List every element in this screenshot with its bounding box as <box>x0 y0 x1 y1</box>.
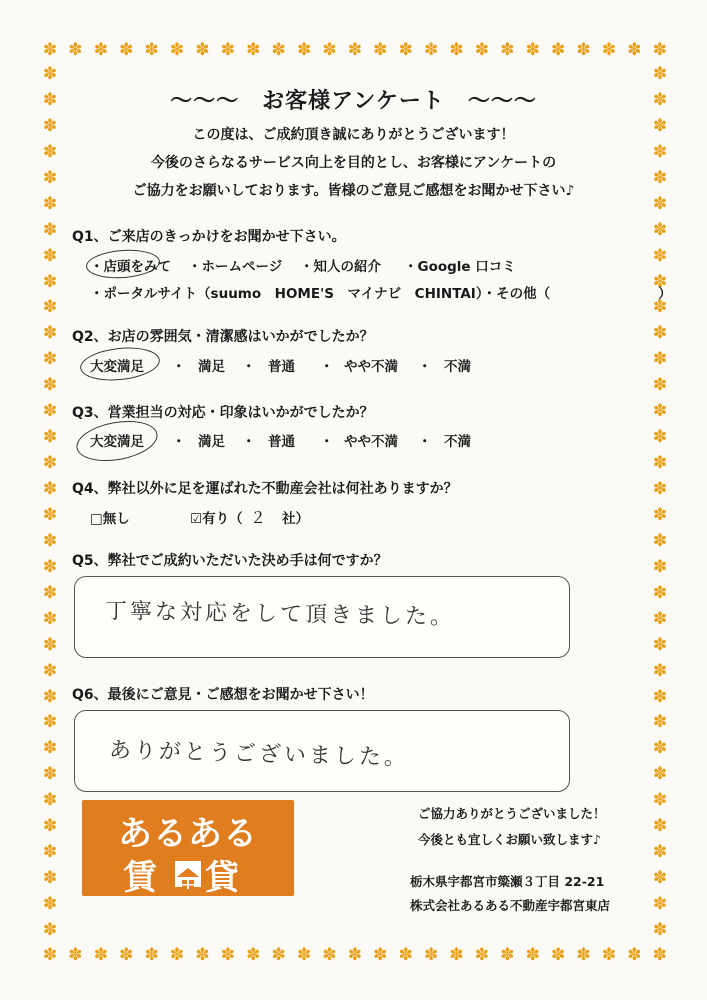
flower-icon: ✽ <box>652 479 668 499</box>
flower-icon: ✽ <box>42 349 58 370</box>
flower-icon: ✽ <box>449 945 464 965</box>
separator: ・ <box>418 359 432 375</box>
flower-icon: ✽ <box>652 738 668 759</box>
flower-icon: ✽ <box>119 945 134 965</box>
flower-icon: ✽ <box>195 40 210 60</box>
flower-icon: ✽ <box>652 271 668 292</box>
flower-icon: ✽ <box>652 686 668 707</box>
flower-icon: ✽ <box>42 193 58 214</box>
flower-icon: ✽ <box>169 40 185 60</box>
q1-options-row2[interactable]: ・ポータルサイト（suumo HOME'S マイナビ CHINTAI）・その他（ ） <box>90 286 672 302</box>
q3-option-dissatisfied[interactable]: 不満 <box>444 434 471 450</box>
flower-icon: ✽ <box>42 556 58 577</box>
flower-icon: ✽ <box>42 790 58 811</box>
flower-icon: ✽ <box>652 790 668 811</box>
flower-icon: ✽ <box>373 40 388 60</box>
q4-options <box>90 507 390 527</box>
flower-icon: ✽ <box>42 634 58 655</box>
q1-option-storefront[interactable]: ・店頭をみて <box>90 259 171 275</box>
flower-icon: ✽ <box>652 297 668 318</box>
flower-icon: ✽ <box>93 40 108 60</box>
flower-icon: ✽ <box>652 868 668 889</box>
flower-border-top <box>40 40 670 60</box>
flower-icon: ✽ <box>652 582 668 603</box>
flower-icon: ✽ <box>652 323 668 344</box>
flower-icon: ✽ <box>398 945 413 965</box>
flower-icon: ✽ <box>652 141 668 162</box>
q2-option-neutral[interactable]: 普通 <box>268 359 295 375</box>
flower-icon: ✽ <box>652 375 668 396</box>
flower-icon: ✽ <box>652 919 668 940</box>
flower-icon: ✽ <box>525 40 540 60</box>
q5-question: Q5、弊社でご成約いただいた決め手は何ですか？ <box>72 553 388 569</box>
q4-option-some[interactable]: ☑有り（ <box>190 511 243 527</box>
flower-icon: ✽ <box>652 712 668 733</box>
flower-icon: ✽ <box>144 945 159 965</box>
flower-icon: ✽ <box>42 141 58 162</box>
flower-icon: ✽ <box>576 945 591 965</box>
flower-icon: ✽ <box>42 89 58 110</box>
flower-icon: ✽ <box>601 40 617 60</box>
flower-icon: ✽ <box>68 40 83 60</box>
flower-icon: ✽ <box>42 504 58 525</box>
flower-icon: ✽ <box>652 89 668 110</box>
q3-question: Q3、営業担当の対応・印象はいかがでしたか？ <box>72 405 374 421</box>
flower-icon: ✽ <box>652 193 668 214</box>
flower-icon: ✽ <box>500 40 515 60</box>
flower-icon: ✽ <box>652 634 668 655</box>
q3-selection-circle <box>73 415 160 467</box>
flower-icon: ✽ <box>42 894 58 914</box>
q3-option-neutral[interactable]: 普通 <box>268 434 295 450</box>
flower-icon: ✽ <box>652 245 668 266</box>
q1-question: Q1、ご来店のきっかけをお聞かせ下さい。 <box>72 229 346 245</box>
flower-icon: ✽ <box>652 608 668 629</box>
flower-icon: ✽ <box>551 945 566 965</box>
flower-icon: ✽ <box>68 945 83 965</box>
flower-icon: ✽ <box>652 453 668 474</box>
q2-option-satisfied[interactable]: 満足 <box>198 359 225 375</box>
flower-icon: ✽ <box>627 945 642 965</box>
q4-question: Q4、弊社以外に足を運ばれた不動産会社は何社ありますか？ <box>72 481 458 497</box>
footer-company: 株式会社あるある不動産宇都宮東店 <box>410 898 611 913</box>
flower-icon: ✽ <box>42 660 58 681</box>
flower-icon: ✽ <box>42 297 58 318</box>
flower-icon: ✽ <box>42 608 58 629</box>
intro-line-3: ご協力をお願いしております。皆様のご意見ご感想をお聞かせ下さい♪ <box>132 183 575 199</box>
flower-icon: ✽ <box>652 842 668 863</box>
flower-icon: ✽ <box>322 40 337 60</box>
flower-icon: ✽ <box>551 40 566 60</box>
logo-char-right: 貸 <box>205 858 253 898</box>
q3-option-very-satisfied[interactable]: 大変満足 <box>90 434 144 450</box>
q2-option-dissatisfied[interactable]: 不満 <box>444 359 471 375</box>
flower-icon: ✽ <box>42 115 58 136</box>
flower-icon: ✽ <box>42 219 58 240</box>
flower-icon: ✽ <box>652 816 668 837</box>
q2-selection-circle <box>79 344 162 384</box>
q6-question: Q6、最後にご意見・ご感想をお聞かせ下さい！ <box>72 687 374 703</box>
flower-icon: ✽ <box>398 40 413 60</box>
q6-answer-box[interactable] <box>74 710 570 792</box>
flower-icon: ✽ <box>42 323 58 344</box>
q3-option-somewhat-dissatisfied[interactable]: やや不満 <box>344 434 398 450</box>
q4-option-none[interactable]: □無し <box>90 511 130 527</box>
q3-option-satisfied[interactable]: 満足 <box>198 434 225 450</box>
q2-question: Q2、お店の雰囲気・清潔感はいかがでしたか？ <box>72 329 374 345</box>
page-title: 〜〜〜 お客様アンケート 〜〜〜 <box>170 89 537 114</box>
flower-icon: ✽ <box>42 816 58 837</box>
flower-icon: ✽ <box>42 40 58 60</box>
footer-thanks-1: ご協力ありがとうございました！ <box>418 806 606 821</box>
flower-icon: ✽ <box>42 582 58 603</box>
separator: ・ <box>172 359 186 375</box>
separator: ・ <box>172 434 186 450</box>
q5-answer-box[interactable] <box>74 576 570 658</box>
flower-icon: ✽ <box>119 40 134 60</box>
flower-icon: ✽ <box>42 686 58 707</box>
flower-icon: ✽ <box>42 764 58 785</box>
flower-icon: ✽ <box>42 712 58 733</box>
flower-icon: ✽ <box>246 40 261 60</box>
flower-icon: ✽ <box>500 945 515 965</box>
flower-icon: ✽ <box>525 945 540 965</box>
flower-icon: ✽ <box>652 40 667 60</box>
flower-icon: ✽ <box>373 945 388 965</box>
flower-icon: ✽ <box>93 945 108 965</box>
flower-icon: ✽ <box>652 64 668 84</box>
flower-icon: ✽ <box>576 40 591 60</box>
q1-option-referral[interactable]: ・知人の紹介 <box>300 259 381 275</box>
flower-icon: ✽ <box>42 738 58 759</box>
flower-icon: ✽ <box>652 530 668 551</box>
flower-icon: ✽ <box>601 945 617 965</box>
flower-icon: ✽ <box>423 40 439 60</box>
flower-icon: ✽ <box>296 945 312 965</box>
flower-icon: ✽ <box>42 945 58 965</box>
flower-icon: ✽ <box>296 40 312 60</box>
q1-option-google[interactable]: ・Google 口コミ <box>404 259 516 275</box>
logo-text-top: あるある <box>118 814 258 854</box>
flower-icon: ✽ <box>220 945 235 965</box>
flower-icon: ✽ <box>42 375 58 396</box>
flower-icon: ✽ <box>271 945 286 965</box>
flower-icon: ✽ <box>42 530 58 551</box>
separator: ・ <box>418 434 432 450</box>
q5-handwritten-answer: 丁寧な対応をして頂きました。 <box>104 598 456 631</box>
intro-line-1: この度は、ご成約頂き誠にありがとうございます！ <box>192 127 515 143</box>
q4-suffix: 社） <box>282 511 309 527</box>
flower-icon: ✽ <box>42 167 58 188</box>
q1-selection-circle <box>85 247 161 280</box>
separator: ・ <box>242 359 256 375</box>
flower-icon: ✽ <box>42 453 58 474</box>
flower-icon: ✽ <box>42 919 58 940</box>
flower-border-bottom <box>40 945 670 965</box>
flower-icon: ✽ <box>246 945 261 965</box>
q2-option-somewhat-dissatisfied[interactable]: やや不満 <box>344 359 398 375</box>
separator: ・ <box>320 434 334 450</box>
flower-icon: ✽ <box>42 245 58 266</box>
flower-icon: ✽ <box>449 40 464 60</box>
flower-icon: ✽ <box>652 115 668 136</box>
flower-icon: ✽ <box>220 40 235 60</box>
separator: ・ <box>320 359 334 375</box>
flower-icon: ✽ <box>347 945 362 965</box>
flower-icon: ✽ <box>42 64 58 84</box>
flower-icon: ✽ <box>42 401 58 422</box>
flower-icon: ✽ <box>42 427 58 448</box>
q1-option-homepage[interactable]: ・ホームページ <box>188 259 283 275</box>
flower-icon: ✽ <box>322 945 337 965</box>
flower-icon: ✽ <box>652 401 668 422</box>
flower-icon: ✽ <box>652 764 668 785</box>
logo-char-left: 賃 <box>123 858 171 898</box>
flower-icon: ✽ <box>652 219 668 240</box>
q4-count-handwritten: ２ <box>250 508 267 527</box>
flower-icon: ✽ <box>42 271 58 292</box>
flower-icon: ✽ <box>347 40 362 60</box>
flower-icon: ✽ <box>474 40 490 60</box>
flower-icon: ✽ <box>652 504 668 525</box>
flower-icon: ✽ <box>423 945 439 965</box>
q6-handwritten-answer: ありがとうございました。 <box>108 738 410 771</box>
flower-icon: ✽ <box>169 945 185 965</box>
flower-icon: ✽ <box>652 167 668 188</box>
flower-icon: ✽ <box>652 894 668 914</box>
flower-icon: ✽ <box>271 40 286 60</box>
logo-text-bottom <box>82 850 294 899</box>
flower-icon: ✽ <box>652 556 668 577</box>
q2-option-very-satisfied[interactable]: 大変満足 <box>90 359 144 375</box>
company-logo <box>82 800 294 896</box>
flower-icon: ✽ <box>474 945 490 965</box>
footer-address: 栃木県宇都宮市簗瀬３丁目 22-21 <box>410 874 605 889</box>
house-icon <box>175 861 201 887</box>
flower-icon: ✽ <box>144 40 159 60</box>
flower-icon: ✽ <box>652 349 668 370</box>
intro-line-2: 今後のさらなるサービス向上を目的とし、お客様にアンケートの <box>150 155 557 171</box>
flower-icon: ✽ <box>652 945 667 965</box>
flower-icon: ✽ <box>42 842 58 863</box>
flower-icon: ✽ <box>42 868 58 889</box>
flower-icon: ✽ <box>42 479 58 499</box>
flower-icon: ✽ <box>195 945 210 965</box>
separator: ・ <box>242 434 256 450</box>
footer-thanks-2: 今後とも宜しくお願い致します♪ <box>418 832 601 847</box>
flower-icon: ✽ <box>627 40 642 60</box>
flower-icon: ✽ <box>652 660 668 681</box>
flower-icon: ✽ <box>652 427 668 448</box>
